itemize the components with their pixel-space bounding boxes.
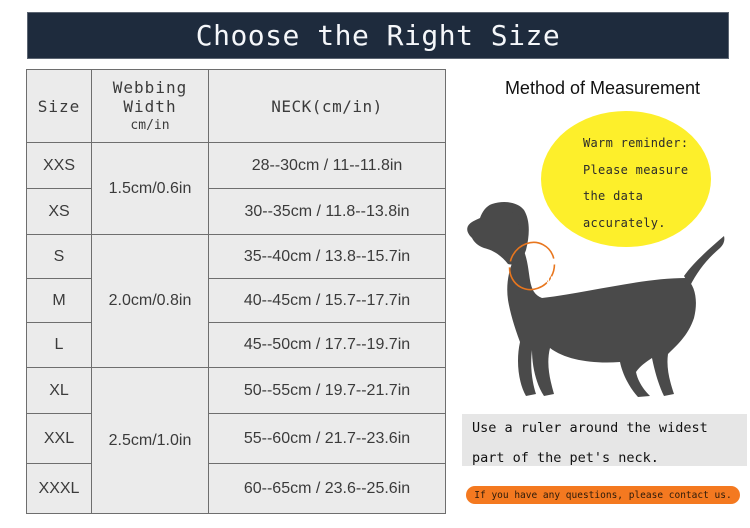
header-webbing-width xyxy=(92,70,209,143)
size-cell: S xyxy=(27,235,92,279)
neck-cell: 40--45cm / 15.7--17.7in xyxy=(209,279,446,323)
neck-cell: 60--65cm / 23.6--25.6in xyxy=(209,464,446,514)
neck-cell: 28--30cm / 11--11.8in xyxy=(209,143,446,189)
neck-cell: 30--35cm / 11.8--13.8in xyxy=(209,189,446,235)
size-cell: L xyxy=(27,323,92,368)
table-row xyxy=(27,368,446,414)
table-row xyxy=(27,414,446,464)
webbing-cell: 2.0cm/0.8in xyxy=(92,235,209,368)
table-row xyxy=(27,235,446,279)
neck-cell: 50--55cm / 19.7--21.7in xyxy=(209,368,446,414)
table-row xyxy=(27,279,446,323)
measurement-instruction: Use a ruler around the widest part of the pet's neck. xyxy=(472,420,708,466)
header-webbing-line2: Width xyxy=(123,96,177,116)
neck-cell: 35--40cm / 13.8--15.7in xyxy=(209,235,446,279)
size-cell: XXXL xyxy=(27,464,92,514)
size-cell: XXL xyxy=(27,414,92,464)
table-row xyxy=(27,323,446,368)
table-row xyxy=(27,464,446,514)
table-row xyxy=(27,143,446,189)
reminder-text: Warm reminder: Please measure the data accurately. xyxy=(583,136,689,230)
neck-cell: 55--60cm / 21.7--23.6in xyxy=(209,414,446,464)
size-cell: XS xyxy=(27,189,92,235)
method-title: Method of Measurement xyxy=(504,78,701,98)
header-webbing-line1: Webbing xyxy=(112,77,188,97)
dog-silhouette-icon xyxy=(462,196,727,406)
contact-banner: If you have any questions, please contact us. xyxy=(466,486,740,504)
neck-label: NECK xyxy=(542,275,573,287)
header-size: Size xyxy=(27,70,92,143)
table-header-row xyxy=(27,70,446,143)
webbing-cell: 1.5cm/0.6in xyxy=(92,143,209,235)
size-cell: XL xyxy=(27,368,92,414)
header-neck: NECK(cm/in) xyxy=(209,70,446,143)
size-cell: M xyxy=(27,279,92,323)
size-chart-table xyxy=(26,69,446,514)
table-row xyxy=(27,189,446,235)
page-title: Choose the Right Size xyxy=(27,12,729,59)
size-cell: XXS xyxy=(27,143,92,189)
webbing-cell: 2.5cm/1.0in xyxy=(92,368,209,514)
neck-cell: 45--50cm / 17.7--19.7in xyxy=(209,323,446,368)
header-webbing-unit: cm/in xyxy=(130,117,170,133)
